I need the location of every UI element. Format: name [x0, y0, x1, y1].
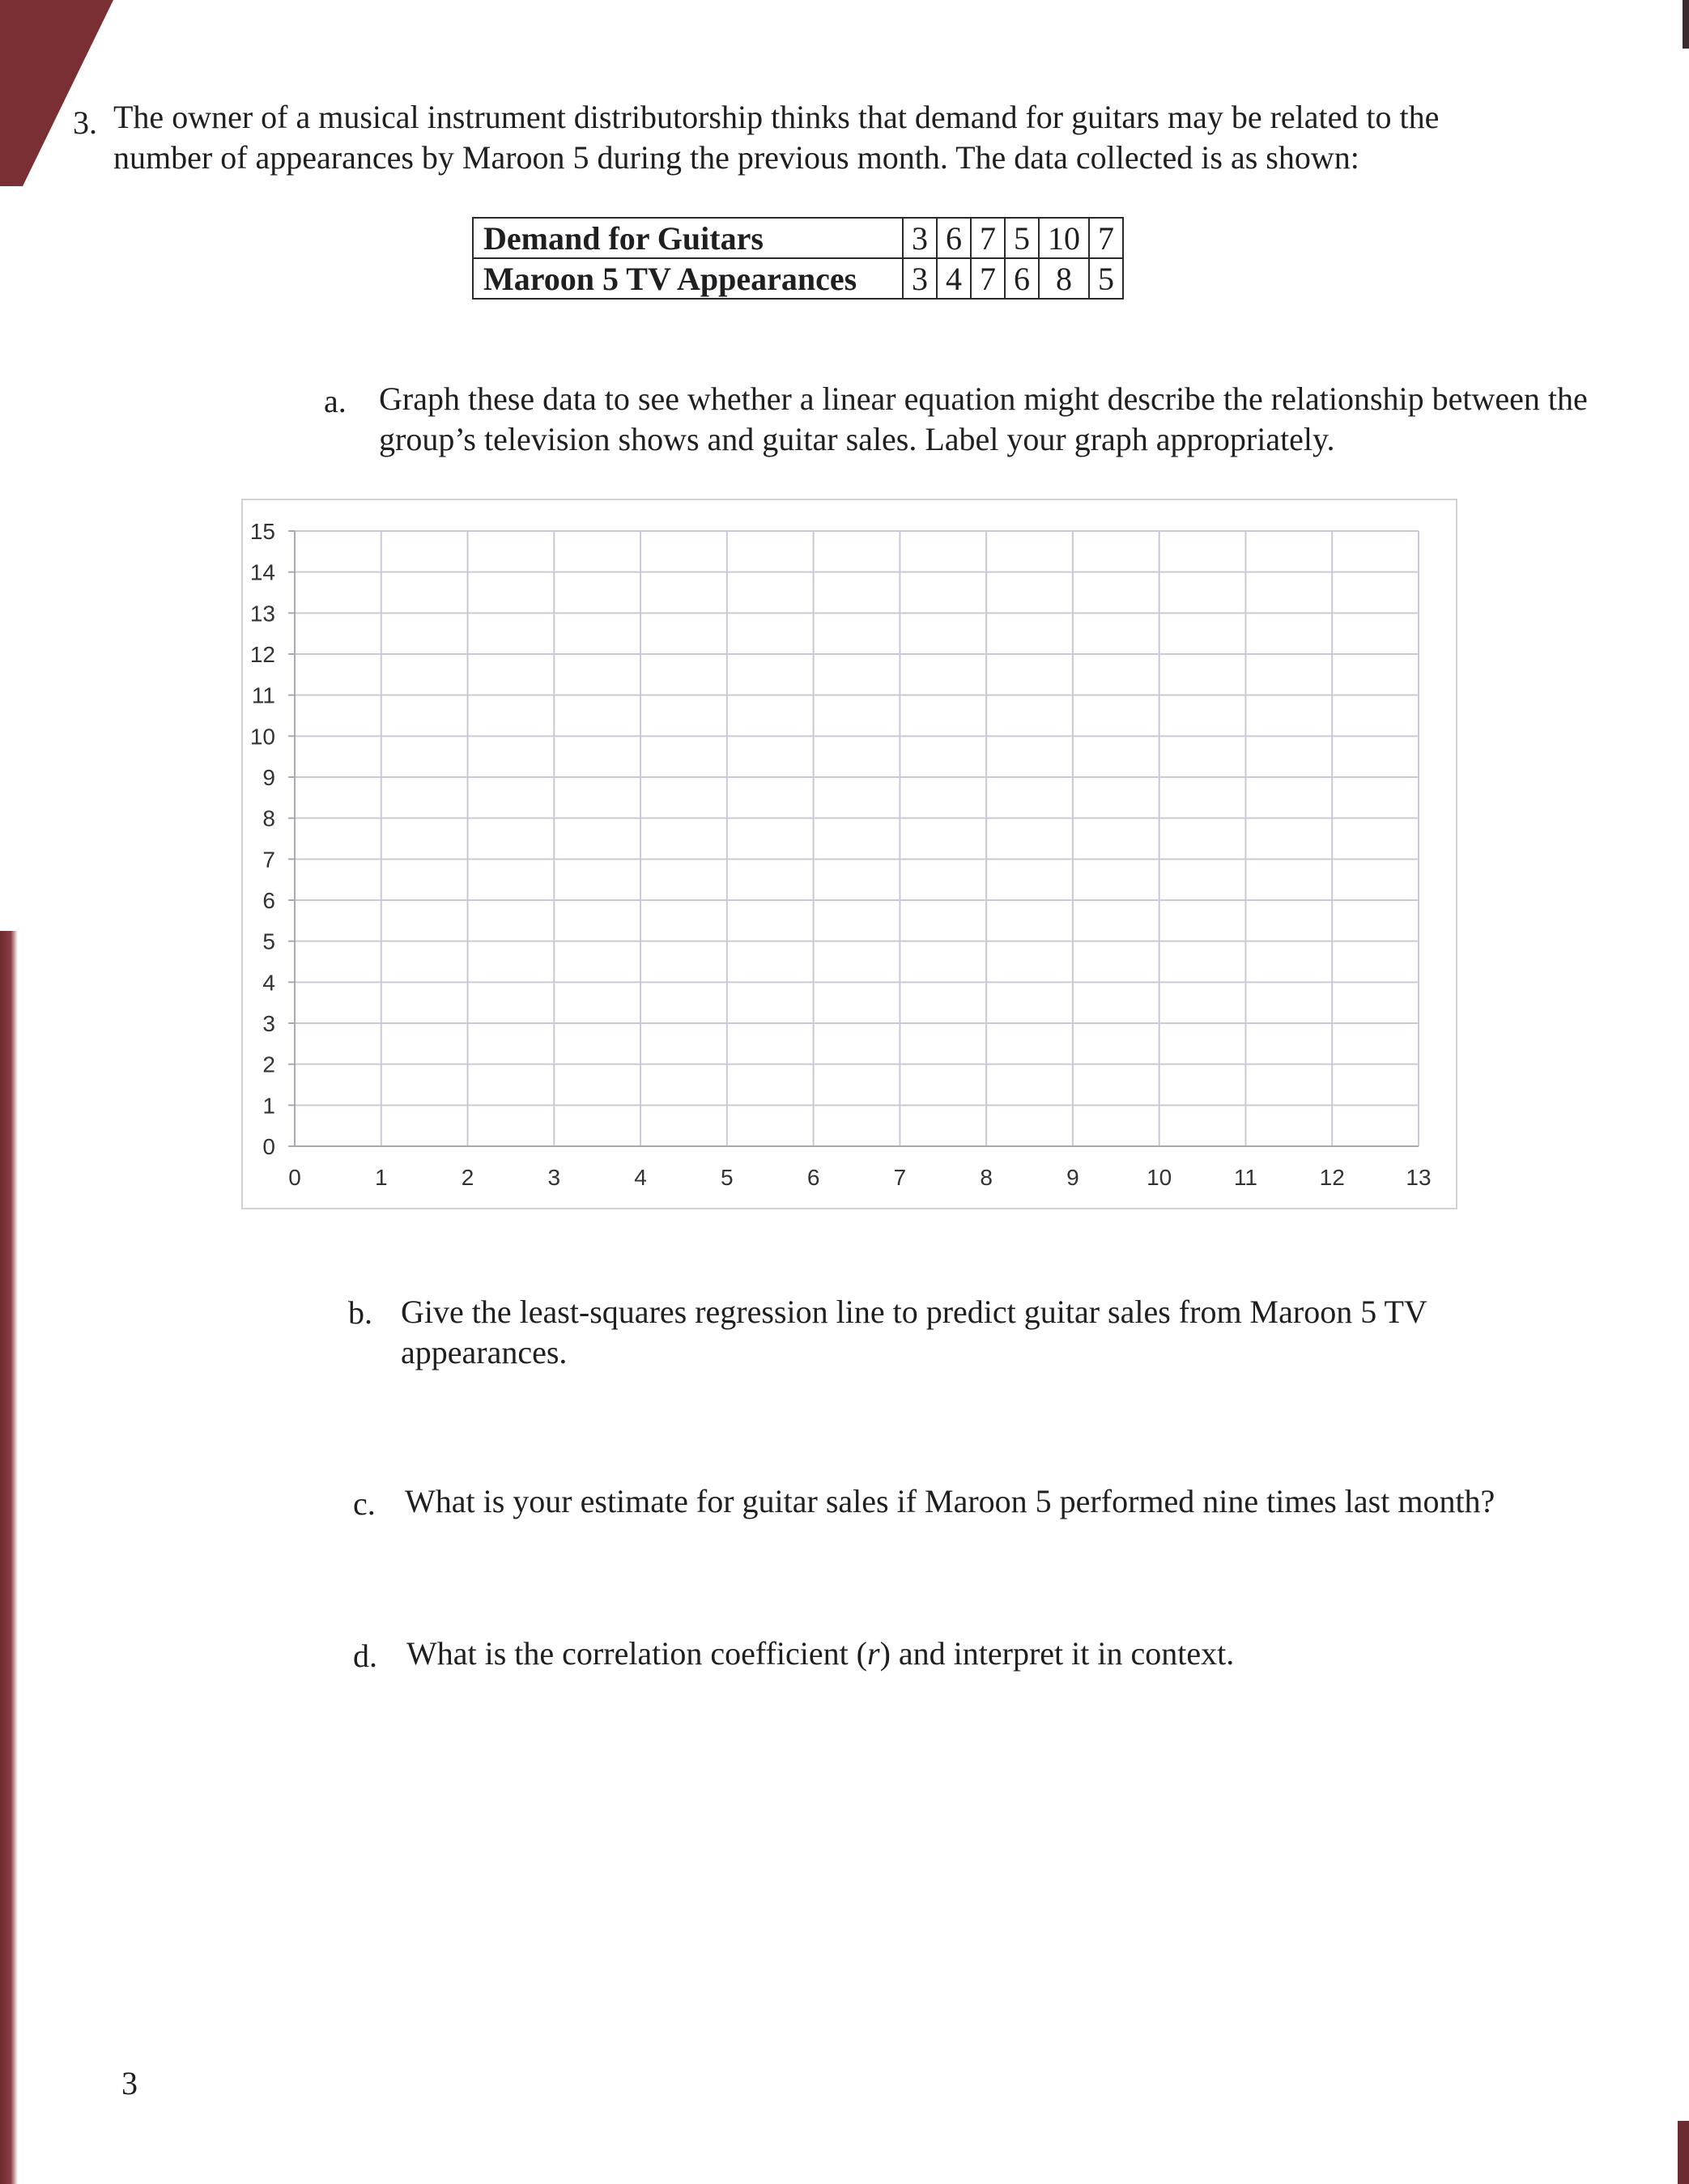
part-d-letter: d.	[353, 1638, 377, 1674]
table-cell: 8	[1039, 258, 1089, 299]
scatter-plot-grid	[241, 499, 1457, 1209]
background-fabric-corner	[0, 0, 113, 186]
background-edge-right-top	[1683, 0, 1689, 49]
part-c-text: What is your estimate for guitar sales if Maroon 5 performed nine times last month?	[405, 1483, 1495, 1519]
y-tick-label: 13	[249, 601, 275, 627]
part-b-letter: b.	[348, 1294, 372, 1331]
table-cell: 5	[1005, 218, 1039, 258]
y-tick-label: 0	[262, 1134, 275, 1159]
y-tick-label: 9	[262, 765, 275, 790]
x-tick-label: 2	[461, 1165, 474, 1190]
table-cell: 10	[1039, 218, 1089, 258]
x-tick-label: 5	[721, 1165, 734, 1190]
question-number: 3.	[73, 104, 97, 141]
table-cell: 5	[1089, 258, 1123, 299]
data-table	[472, 217, 1124, 300]
y-tick-label: 12	[249, 642, 275, 667]
background-edge-right-bottom	[1678, 2121, 1689, 2184]
table-cell: 3	[903, 218, 937, 258]
part-d-text-before: What is the correlation coefficient (	[406, 1635, 868, 1672]
x-tick-label: 0	[288, 1165, 301, 1190]
page-number: 3	[121, 2065, 138, 2101]
y-tick-label: 14	[249, 559, 275, 585]
x-tick-label: 3	[547, 1165, 561, 1190]
x-tick-label: 7	[893, 1165, 907, 1190]
table-row-appearances	[473, 258, 1123, 299]
y-tick-label: 11	[251, 682, 275, 708]
y-tick-label: 1	[262, 1093, 275, 1119]
table-cell: 3	[903, 258, 937, 299]
y-tick-label: 5	[262, 928, 275, 954]
y-tick-label: 4	[262, 970, 275, 996]
y-tick-label: 8	[262, 805, 275, 831]
background-fabric-edge	[0, 931, 18, 2184]
x-tick-label: 9	[1066, 1165, 1079, 1190]
part-a-text: Graph these data to see whether a linear equation might describe the relationship between the group’s television shows and guitar sales. Label your graph appropriately.	[379, 380, 1588, 457]
question-text: The owner of a musical instrument distributorship thinks that demand for guitars may be related to the number of appearances by Maroon 5 during the previous month. The data collected is as shown:	[113, 99, 1440, 176]
part-d-text	[406, 1634, 1653, 1674]
y-tick-label: 7	[262, 847, 275, 873]
y-tick-label: 3	[262, 1011, 275, 1036]
part-d-text-italic: r	[867, 1635, 880, 1672]
table-cell: 6	[1005, 258, 1039, 299]
x-tick-label: 12	[1319, 1165, 1345, 1190]
table-cell: 4	[937, 258, 971, 299]
y-tick-label: 15	[249, 519, 275, 544]
part-c-letter: c.	[353, 1485, 376, 1522]
table-cell: 7	[971, 258, 1005, 299]
part-a-letter: a.	[324, 383, 347, 419]
x-tick-label: 6	[806, 1165, 820, 1190]
table-row-label: Demand for Guitars	[473, 218, 903, 258]
x-tick-label: 13	[1406, 1165, 1432, 1190]
x-tick-label: 4	[634, 1165, 647, 1190]
part-d-text-after: ) and interpret it in context.	[879, 1635, 1235, 1672]
y-tick-label: 6	[262, 888, 275, 913]
table-row-label: Maroon 5 TV Appearances	[473, 258, 903, 299]
y-tick-label: 2	[262, 1052, 275, 1077]
x-tick-label: 1	[374, 1165, 388, 1190]
chart-svg	[243, 500, 1456, 1208]
table-cell: 7	[971, 218, 1005, 258]
x-tick-label: 8	[980, 1165, 993, 1190]
y-tick-label: 10	[249, 724, 275, 750]
table-cell: 6	[937, 218, 971, 258]
x-tick-label: 10	[1147, 1165, 1172, 1190]
x-tick-label: 11	[1233, 1165, 1258, 1190]
table-cell: 7	[1089, 218, 1123, 258]
table-row-demand	[473, 218, 1123, 258]
part-b-text: Give the least-squares regression line to predict guitar sales from Maroon 5 TV appearances.	[401, 1294, 1427, 1370]
